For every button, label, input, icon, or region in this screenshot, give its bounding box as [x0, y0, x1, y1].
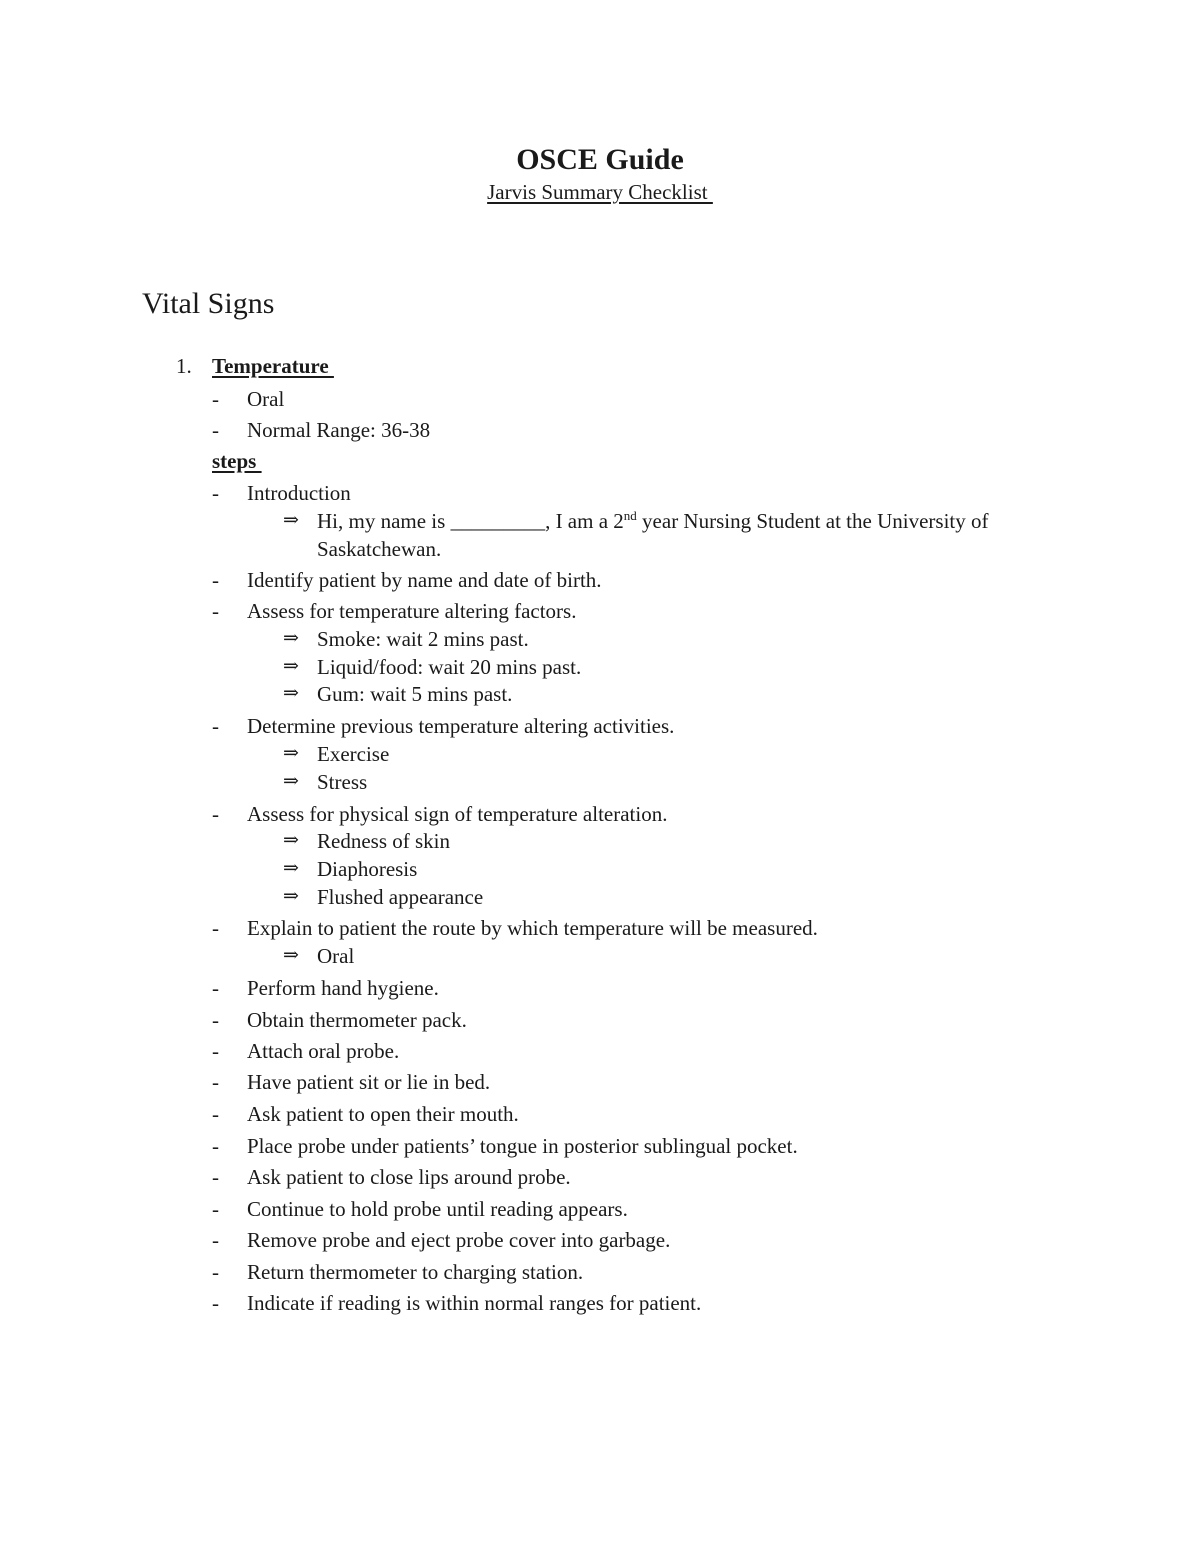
- bullet-marker: -: [212, 568, 219, 592]
- arrow-marker: ⇒: [283, 683, 299, 704]
- bullet-marker: -: [212, 1039, 219, 1063]
- step-explain: Explain to patient the route by which temperature will be measured.: [247, 916, 818, 940]
- document-subtitle: [0, 178, 1200, 206]
- sign-flushed: Flushed appearance: [317, 885, 484, 909]
- intro-text-a: Hi, my name is _________, I am a 2: [317, 509, 624, 533]
- introduction-script-continued: Saskatchewan.: [317, 537, 442, 561]
- step-determine: Determine previous temperature altering activities.: [247, 714, 675, 738]
- bullet-marker: -: [212, 1008, 219, 1032]
- route-text: Oral: [247, 387, 285, 411]
- step-open-mouth: Ask patient to open their mouth.: [247, 1102, 519, 1126]
- bullet-marker: -: [212, 802, 219, 826]
- step-indicate: Indicate if reading is within normal ranges for patient.: [247, 1291, 702, 1315]
- intro-text-b: year Nursing Student at the University of: [636, 509, 989, 533]
- activity-exercise: Exercise: [317, 742, 390, 766]
- bullet-marker: -: [212, 1197, 219, 1221]
- step-introduction: Introduction: [247, 481, 351, 505]
- bullet-marker: -: [212, 599, 219, 623]
- step-sit: Have patient sit or lie in bed.: [247, 1070, 491, 1094]
- bullet-marker: -: [212, 481, 219, 505]
- step-remove: Remove probe and eject probe cover into garbage.: [247, 1228, 671, 1252]
- bullet-marker: -: [212, 387, 219, 411]
- sign-redness: Redness of skin: [317, 829, 450, 853]
- arrow-marker: ⇒: [283, 743, 299, 764]
- activity-stress: Stress: [317, 770, 368, 794]
- item-title: [212, 353, 334, 379]
- step-hold: Continue to hold probe until reading appears.: [247, 1197, 628, 1221]
- bullet-marker: -: [212, 1165, 219, 1189]
- steps-heading-text: steps: [212, 449, 262, 473]
- arrow-marker: ⇒: [283, 771, 299, 792]
- sign-diaphoresis: Diaphoresis: [317, 857, 418, 881]
- normal-range-text: Normal Range: 36-38: [247, 418, 431, 442]
- steps-heading: [212, 448, 262, 474]
- step-place-probe: Place probe under patients’ tongue in posterior sublingual pocket.: [247, 1134, 798, 1158]
- subtitle-text: Jarvis Summary Checklist: [487, 180, 713, 204]
- bullet-marker: -: [212, 1102, 219, 1126]
- step-assess-physical: Assess for physical sign of temperature alteration.: [247, 802, 668, 826]
- arrow-marker: ⇒: [283, 886, 299, 907]
- arrow-marker: ⇒: [283, 830, 299, 851]
- document-title: OSCE Guide: [516, 143, 684, 176]
- step-attach: Attach oral probe.: [247, 1039, 400, 1063]
- introduction-script: [317, 508, 988, 534]
- bullet-marker: -: [212, 1134, 219, 1158]
- arrow-marker: ⇒: [283, 656, 299, 677]
- factor-liquid: Liquid/food: wait 20 mins past.: [317, 655, 582, 679]
- bullet-marker: -: [212, 714, 219, 738]
- item-title-text: Temperature: [212, 354, 334, 378]
- bullet-marker: -: [212, 976, 219, 1000]
- explain-route: Oral: [317, 944, 355, 968]
- section-heading: Vital Signs: [142, 287, 275, 320]
- arrow-marker: ⇒: [283, 945, 299, 966]
- step-assess-factors: Assess for temperature altering factors.: [247, 599, 577, 623]
- arrow-marker: ⇒: [283, 858, 299, 879]
- item-number: 1.: [176, 354, 192, 378]
- bullet-marker: -: [212, 1070, 219, 1094]
- bullet-marker: -: [212, 1291, 219, 1315]
- bullet-marker: -: [212, 916, 219, 940]
- arrow-marker: ⇒: [283, 510, 299, 531]
- arrow-marker: ⇒: [283, 628, 299, 649]
- step-identify: Identify patient by name and date of birth.: [247, 568, 602, 592]
- step-hygiene: Perform hand hygiene.: [247, 976, 439, 1000]
- bullet-marker: -: [212, 1260, 219, 1284]
- bullet-marker: -: [212, 418, 219, 442]
- intro-superscript: nd: [623, 508, 637, 523]
- step-return: Return thermometer to charging station.: [247, 1260, 584, 1284]
- factor-gum: Gum: wait 5 mins past.: [317, 682, 513, 706]
- step-obtain: Obtain thermometer pack.: [247, 1008, 467, 1032]
- step-close-lips: Ask patient to close lips around probe.: [247, 1165, 571, 1189]
- bullet-marker: -: [212, 1228, 219, 1252]
- factor-smoke: Smoke: wait 2 mins past.: [317, 627, 529, 651]
